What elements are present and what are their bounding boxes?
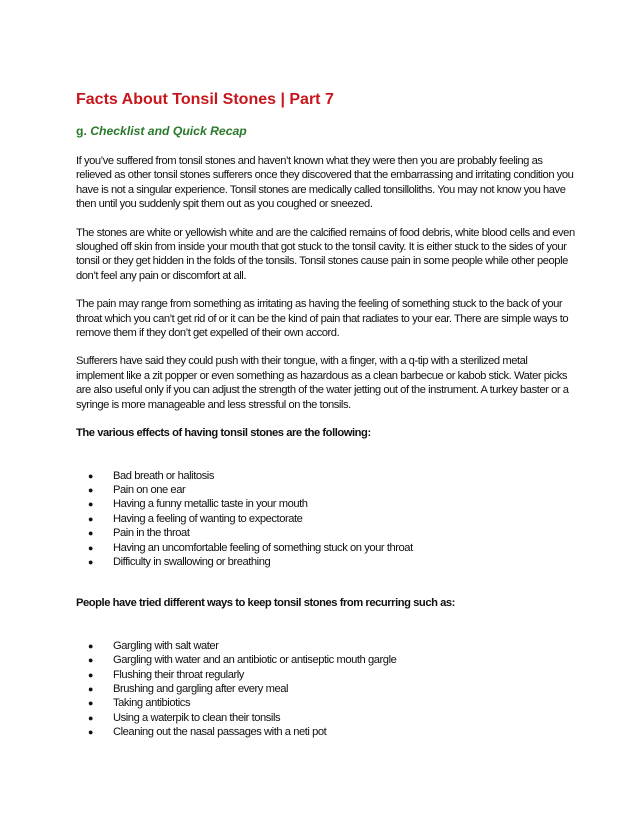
list-item bbox=[76, 639, 576, 653]
bullet-icon: ● bbox=[88, 727, 93, 738]
list-item-text: Having a funny metallic taste in your mouth bbox=[113, 498, 308, 511]
remedies-list bbox=[76, 639, 576, 740]
remedies-heading: People have tried different ways to keep tonsil stones from recurring such as: bbox=[76, 597, 455, 610]
list-item bbox=[76, 469, 576, 483]
bullet-icon: ● bbox=[88, 528, 93, 539]
bullet-icon: ● bbox=[88, 683, 93, 694]
subtitle-text: Checklist and Quick Recap bbox=[90, 124, 247, 138]
list-item bbox=[76, 541, 576, 555]
list-item bbox=[76, 682, 576, 696]
list-item-text: Difficulty in swallowing or breathing bbox=[113, 555, 271, 568]
list-item bbox=[76, 526, 576, 540]
subtitle-prefix: g. bbox=[76, 124, 87, 138]
bullet-icon: ● bbox=[88, 513, 93, 524]
bullet-icon: ● bbox=[88, 640, 93, 651]
list-item bbox=[76, 483, 576, 497]
list-item bbox=[76, 497, 576, 511]
list-item-text: Gargling with salt water bbox=[113, 639, 219, 652]
list-item bbox=[76, 555, 576, 569]
bullet-icon: ● bbox=[88, 499, 93, 510]
bullet-icon: ● bbox=[88, 712, 93, 723]
list-item-text: Having a feeling of wanting to expectorate bbox=[113, 512, 303, 525]
bullet-icon: ● bbox=[88, 470, 93, 481]
list-item bbox=[76, 711, 576, 725]
list-item-text: Bad breath or halitosis bbox=[113, 469, 214, 482]
page-title: Facts About Tonsil Stones | Part 7 bbox=[76, 91, 334, 108]
list-item-text: Brushing and gargling after every meal bbox=[113, 682, 289, 695]
list-item-text: Pain on one ear bbox=[113, 483, 186, 496]
list-item-text: Gargling with water and an antibiotic or antiseptic mouth gargle bbox=[113, 654, 397, 667]
list-item bbox=[76, 668, 576, 682]
bullet-icon: ● bbox=[88, 542, 93, 553]
list-item-text: Flushing their throat regularly bbox=[113, 668, 244, 681]
list-item-text: Pain in the throat bbox=[113, 527, 190, 540]
bullet-icon: ● bbox=[88, 655, 93, 666]
list-item-text: Taking antibiotics bbox=[113, 697, 191, 710]
effects-heading: The various effects of having tonsil stones are the following: bbox=[76, 427, 371, 440]
paragraph: Sufferers have said they could push with their tongue, with a finger, with a q-tip with a sterilized metal implement like a zit popper or even something as hazardous as a clean barbecue or kabob stick. Water picks are also useful only if you can adjust the strength of the water jetting out of the instrument. A turkey baster or a syringe is more manageable and less stressful on the tonsils. bbox=[76, 355, 569, 411]
bullet-icon: ● bbox=[88, 556, 93, 567]
list-item bbox=[76, 725, 576, 739]
paragraph: If you’ve suffered from tonsil stones and haven’t known what they were then you are probably feeling as relieved as other tonsil stones sufferers once they discovered that the embarrassing and irritating condition you have is not a singular experience. Tonsil stones are medically called tonsilloliths. You may not know you have then until you suddenly spit them out as you coughed or sneezed. bbox=[76, 155, 574, 211]
paragraph: The pain may range from something as irritating as having the feeling of something stuck to the back of your throat which you can’t get rid of or it can be the kind of pain that radiates to your ear. There are simple ways to remove them if they don’t get expelled of their own accord. bbox=[76, 298, 569, 340]
bullet-icon: ● bbox=[88, 698, 93, 709]
list-item bbox=[76, 696, 576, 710]
list-item-text: Having an uncomfortable feeling of something stuck on your throat bbox=[113, 541, 413, 554]
list-item-text: Cleaning out the nasal passages with a neti pot bbox=[113, 726, 327, 739]
effects-list bbox=[76, 469, 576, 570]
bullet-icon: ● bbox=[88, 484, 93, 495]
paragraph: The stones are white or yellowish white and are the calcified remains of food debris, white blood cells and even sloughed off skin from inside your mouth that got stuck to the tonsil cavity. It is either stuck to the sides of your tonsil or they get hidden in the folds of the tonsils. Tonsil stones cause pain in some people while other people don’t feel any pain or discomfort at all. bbox=[76, 226, 575, 282]
list-item bbox=[76, 653, 576, 667]
section-subtitle bbox=[76, 124, 576, 139]
list-item-text: Using a waterpik to clean their tonsils bbox=[113, 711, 281, 724]
document-page bbox=[76, 90, 576, 767]
list-item bbox=[76, 512, 576, 526]
bullet-icon: ● bbox=[88, 669, 93, 680]
